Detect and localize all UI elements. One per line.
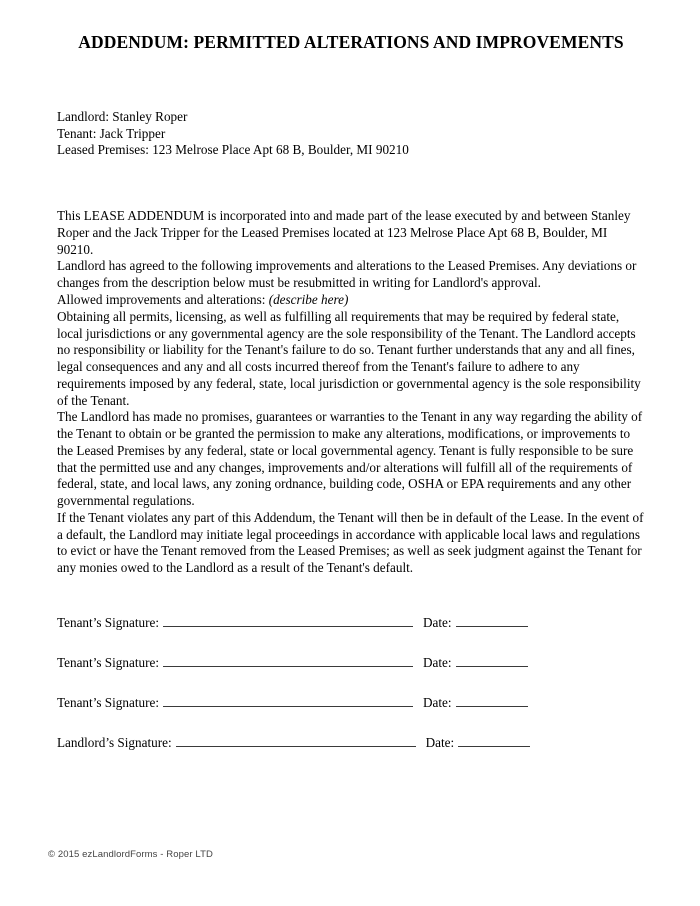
date-label: Date:	[423, 655, 452, 671]
signature-input-line[interactable]	[163, 613, 413, 627]
date-input-line[interactable]	[458, 733, 530, 747]
footer-copyright: © 2015 ezLandlordForms - Roper LTD	[48, 849, 213, 860]
paragraph-no-promises: The Landlord has made no promises, guarantees or warranties to the Tenant in any way regarding the ability of the Tenant to obtain or be granted the permission to make any alterations, modifications, or improvements to the Leased Premises by any federal, state or local governmental agency. Tenant is fully responsible to be sure that the permitted use and any changes, improvements and/or alterations will fulfill all of the requirements of federal, state, and local laws, any zoning ordnance, building code, OSHA or EPA requirements and any other governmental regulations.	[57, 409, 643, 509]
signature-label: Tenant’s Signature:	[57, 615, 159, 631]
signature-input-line[interactable]	[163, 653, 413, 667]
signature-row-tenant-2	[57, 653, 645, 693]
page-title: ADDENDUM: PERMITTED ALTERATIONS AND IMPROVEMENTS	[78, 32, 624, 52]
date-input-line[interactable]	[456, 653, 528, 667]
date-label: Date:	[425, 735, 455, 751]
allowed-improvements-label: Allowed improvements and alterations:	[57, 292, 266, 307]
tenant-name-line: Tenant: Jack Tripper	[57, 125, 166, 141]
date-label: Date:	[423, 615, 452, 631]
document-content	[57, 0, 645, 773]
signature-label: Tenant’s Signature:	[57, 655, 159, 671]
signature-label: Landlord’s Signature:	[57, 735, 172, 751]
paragraph-improvements-notice: Landlord has agreed to the following improvements and alterations to the Leased Premises. Any deviations or changes from the description below must be resubmitted in writing for Landlord's approval.	[57, 258, 637, 291]
allowed-improvements-line	[57, 292, 645, 309]
signature-block	[57, 613, 645, 773]
paragraph-default: If the Tenant violates any part of this Addendum, the Tenant will then be in default of the Lease. In the event of a default, the Landlord may initiate legal proceedings in accordance with applicable local laws and regulations to evict or have the Tenant removed from the Leased Premises; as well as seek judgment against the Tenant for any monies owed to the Landlord as a result of the Tenant's default.	[57, 509, 644, 576]
signature-row-landlord	[57, 733, 645, 773]
allowed-improvements-hint: (describe here)	[268, 292, 349, 307]
landlord-name-line: Landlord: Stanley Roper	[57, 108, 188, 124]
date-label: Date:	[423, 695, 452, 711]
leased-premises-line: Leased Premises: 123 Melrose Place Apt 68 B, Boulder, MI 90210	[57, 142, 409, 158]
date-input-line[interactable]	[456, 693, 528, 707]
paragraph-intro: This LEASE ADDENDUM is incorporated into and made part of the lease executed by and between Stanley Roper and the Jack Tripper for the Leased Premises located at 123 Melrose Place Apt 68 B, Boulder, MI 90210.	[57, 208, 631, 257]
signature-row-tenant-3	[57, 693, 645, 733]
paragraph-permits: Obtaining all permits, licensing, as well as fulfilling all requirements that may be required by federal state, local jurisdictions or any governmental agency are the sole responsibility of the Tenant. The Landlord accepts no responsibility or liability for the Tenant's failure to do so. Tenant further understands that any and all fines, legal consequences and any and all costs incurred thereof from the Tenant's failure to adhere to any requirements imposed by any federal, state, local jurisdiction or governmental agency is the sole responsibility of the Tenant.	[57, 308, 641, 408]
signature-row-tenant-1	[57, 613, 645, 653]
document-body	[57, 208, 645, 577]
date-input-line[interactable]	[456, 613, 528, 627]
signature-input-line[interactable]	[163, 693, 413, 707]
signature-label: Tenant’s Signature:	[57, 695, 159, 711]
signature-input-line[interactable]	[176, 733, 416, 747]
party-info-block	[57, 109, 645, 159]
